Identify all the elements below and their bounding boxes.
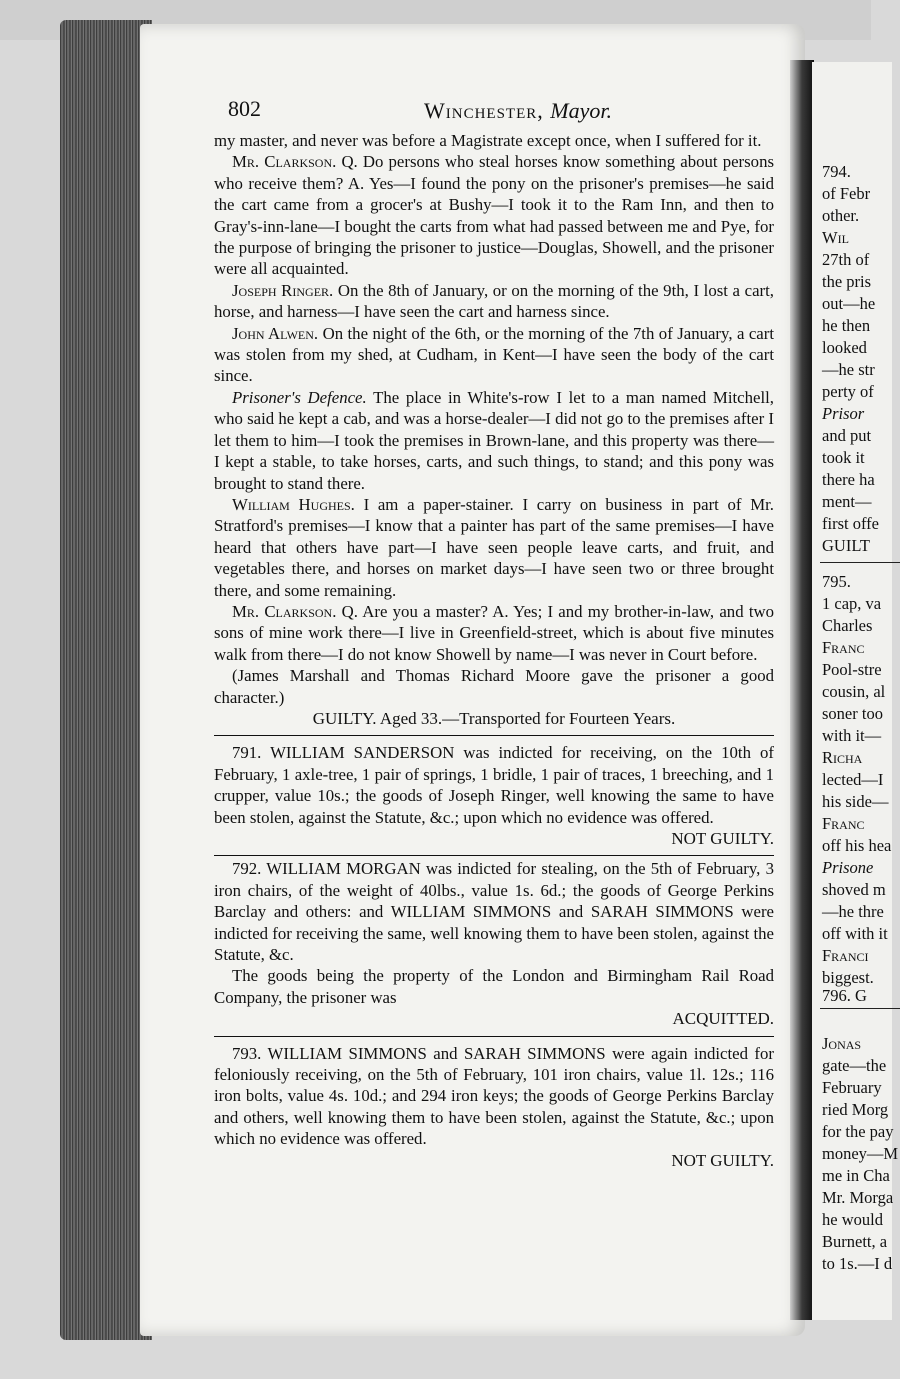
paragraph-text: On the night of the 6th, or the morning of the 7th of January, a cart was stolen from my shed, at Cudham, in Kent—I have seen the body of the cart since.	[214, 323, 774, 386]
fragment-line: 27th of	[822, 250, 870, 269]
book-fore-edge	[60, 20, 152, 1340]
case-separator	[214, 855, 774, 856]
speaker-name: Prisoner's Defence.	[232, 387, 367, 407]
paragraph	[214, 151, 774, 279]
paragraph-text: Q. Are you a master? A. Yes; I and my brother-in-law, and two sons of mine work there—I live in Greenfield-street, which is about five minutes walk from there—I do not know Showell by name—I was never in Court before.	[214, 601, 774, 664]
fragment-line: soner too	[822, 704, 883, 723]
paragraph	[214, 323, 774, 387]
verdict: NOT GUILTY.	[671, 1150, 774, 1170]
book-gutter	[790, 60, 814, 1320]
fragment-line: shoved m	[822, 880, 886, 899]
fragment-line: GUILT	[822, 536, 870, 555]
fragment-line: Wil	[822, 228, 849, 247]
fragment-line: gate—the	[822, 1056, 887, 1075]
page-header	[214, 90, 774, 130]
fragment-line: Pool-stre	[822, 660, 882, 679]
fragment-line: off with it	[822, 924, 888, 943]
paragraph	[214, 665, 774, 708]
case-792-continuation: The goods being the property of the London and Birmingham Rail Road Company, the prisoner was	[214, 966, 774, 1007]
fragment-line: Franc	[822, 638, 865, 657]
paragraph-text: Q. Do persons who steal horses know something about persons who receive them? A. Yes—I found the pony on the prisoner's premises—he said the cart came from a grocer's at Bushy—I took it to the Ram Inn, and then to Gray's-inn-lane—I bought the carts from what had passed between me and Pye, for the purpose of bringing the prisoner to justice—Douglas, Showell, and the prisoner were all acquainted.	[214, 152, 774, 279]
fragment-line: 1 cap, va	[822, 594, 882, 613]
fragment-line: cousin, al	[822, 682, 886, 701]
fragment-line: Prisor	[822, 404, 865, 423]
fragment-line: 794.	[822, 162, 851, 181]
fragment-line: Franci	[822, 946, 869, 965]
case-separator	[214, 735, 774, 736]
fragment-line: ment—	[822, 492, 872, 511]
paragraph	[214, 387, 774, 494]
case-791: 791. WILLIAM SANDERSON was indicted for receiving, on the 10th of February, 1 axle-tree, 1 pair of springs, 1 bridle, 1 pair of traces, 1 breeching, and 1 crupper, value 10s.; the goods of Joseph Ringer, well knowing the same to have been stolen, against the Statute, &c.; upon which no evidence was offered.	[214, 743, 774, 827]
fragment-line: Franc	[822, 814, 865, 833]
fragment-line: —he str	[822, 360, 875, 379]
running-title	[424, 98, 612, 124]
case-792: 792. WILLIAM MORGAN was indicted for stealing, on the 5th of February, 3 iron chairs, of the weight of 40lbs., value 1s. 6d.; the goods of George Perkins Barclay and others: and WILLIAM SIMMONS and SARAH SIMMONS were indicted for receiving the same, well knowing them to have been stolen, against the Statute, &c.	[214, 859, 774, 965]
page-content	[214, 90, 774, 1171]
fragment-line: Richa	[822, 748, 863, 767]
running-title-mayor: Mayor.	[550, 98, 612, 123]
fragment-line: biggest.	[822, 968, 874, 987]
fragment-line: looked	[822, 338, 867, 357]
page-number: 802	[228, 96, 261, 121]
case-separator	[214, 1036, 774, 1037]
paragraph	[214, 494, 774, 601]
fragment-line: other.	[822, 206, 860, 225]
paragraph-text: (James Marshall and Thomas Richard Moore gave the prisoner a good character.)	[214, 666, 774, 707]
fragment-line: 796. G	[822, 986, 867, 1005]
fragment-line: the pris	[822, 272, 872, 291]
fragment-line: and put	[822, 426, 872, 445]
fragment-line: to 1s.—I d	[822, 1254, 893, 1273]
fragment-line: there ha	[822, 470, 875, 489]
speaker-name: John Alwen.	[232, 323, 319, 343]
fragment-line: for the pay	[822, 1122, 894, 1141]
paragraph	[214, 280, 774, 323]
fragment-line: Burnett, a	[822, 1232, 888, 1251]
fragment-line: first offe	[822, 514, 879, 533]
speaker-name: Joseph Ringer.	[232, 280, 334, 300]
running-title-name: Winchester,	[424, 98, 544, 123]
verdict: GUILTY. Aged 33.—Transported for Fourteen Years.	[312, 708, 676, 728]
fragment-line: with it—	[822, 726, 882, 745]
paragraph	[214, 130, 774, 151]
paragraph	[214, 601, 774, 665]
testimony-text	[214, 130, 774, 1171]
fragment-line: Jonas	[822, 1034, 862, 1053]
fragment-line: lected—I	[822, 770, 884, 789]
speaker-name: William Hughes.	[232, 494, 355, 514]
case-793: 793. WILLIAM SIMMONS and SARAH SIMMONS were again indicted for feloniously receiving, on the 5th of February, 101 iron chairs, value 1l. 12s.; 116 iron bolts, value 4s. 10d.; and 294 iron keys; the goods of George Perkins Barclay and others, well knowing them to have been stolen, against the Statute, &c.; upon which no evidence was offered.	[214, 1043, 774, 1149]
right-page-fragment	[812, 62, 899, 1320]
fragment-line: of Febr	[822, 184, 871, 203]
fragment-line: perty of	[822, 382, 874, 401]
verdict: NOT GUILTY.	[671, 829, 774, 848]
fragment-line: off his hea	[822, 836, 892, 855]
fragment-line: ried Morg	[822, 1100, 889, 1119]
fragment-line: he then	[822, 316, 871, 335]
fragment-line: February	[822, 1078, 882, 1097]
fragment-line: he would	[822, 1210, 883, 1229]
paragraph-text: I am a paper-stainer. I carry on business in part of Mr. Stratford's premises—I know that a painter has part of the same premises—I have heard that others have part—I have seen people leave carts, and fruit, and vegetables there, and horses on market days—I have seen two or three brought there, and some remaining.	[214, 494, 774, 600]
fragment-rule	[820, 562, 900, 563]
fragment-line: 795.	[822, 572, 851, 591]
paragraph-text: On the 8th of January, or on the morning of the 9th, I lost a cart, horse, and harness—I have seen the cart and harness since.	[214, 280, 774, 322]
speaker-name: Mr. Clarkson.	[232, 601, 337, 621]
fragment-line: Mr. Morga	[822, 1188, 894, 1207]
fragment-line: out—he	[822, 294, 876, 313]
fragment-line: Charles	[822, 616, 873, 635]
fragment-line: —he thre	[822, 902, 884, 921]
fragment-line: money—M	[822, 1144, 899, 1163]
fragment-line: his side—	[822, 792, 889, 811]
paragraph-text: my master, and never was before a Magistrate except once, when I suffered for it.	[214, 131, 762, 150]
verdict: ACQUITTED.	[672, 1009, 774, 1029]
fragment-rule	[820, 1008, 900, 1009]
fragment-line: took it	[822, 448, 865, 467]
fragment-line: Prisone	[822, 858, 874, 877]
paragraph-text: The place in White's-row I let to a man named Mitchell, who said he kept a cab, and was a horse-dealer—I did not go to the premises after I let them to him—I took the premises in Brown-lane, and this property was there—I kept a stable, to take horses, carts, and such things, to stand; and this pony was brought to stand there.	[214, 387, 774, 493]
speaker-name: Mr. Clarkson.	[232, 152, 337, 172]
fragment-line: me in Cha	[822, 1166, 890, 1185]
